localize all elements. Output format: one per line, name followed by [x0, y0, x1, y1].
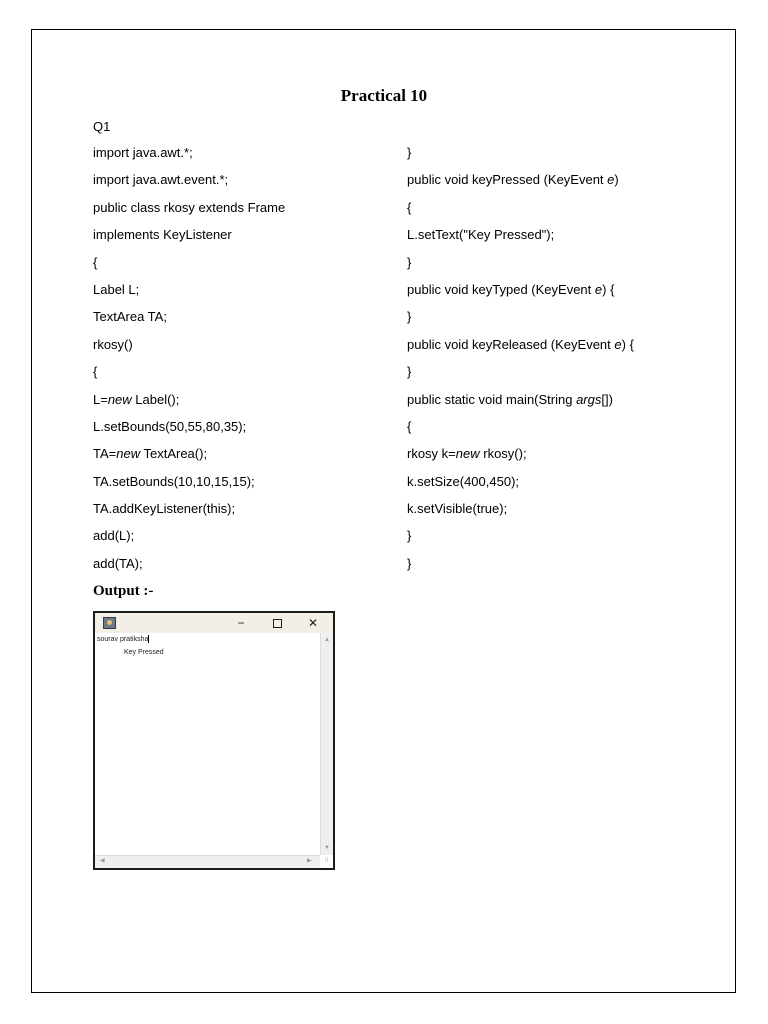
text-area[interactable]: [97, 635, 317, 853]
code-segment: e: [594, 281, 603, 297]
code-line: [407, 363, 634, 390]
code-line: [93, 144, 285, 171]
code-segment: public static void main(String: [407, 391, 577, 407]
code-segment: }: [407, 254, 412, 270]
code-line: [93, 254, 285, 281]
code-line: [407, 281, 634, 308]
code-segment: implements KeyListener: [93, 227, 232, 243]
maximize-icon[interactable]: [267, 615, 287, 631]
scroll-left-icon[interactable]: ◀: [100, 858, 105, 864]
code-segment: }: [407, 364, 412, 380]
code-segment: k.setSize(400,450);: [407, 473, 520, 489]
code-line: [407, 308, 634, 335]
page-title: Practical 10: [340, 86, 428, 105]
code-column-left: [93, 144, 285, 582]
code-line: [93, 391, 285, 418]
close-icon[interactable]: ✕: [307, 616, 319, 630]
code-segment: args: [576, 391, 602, 407]
code-segment: TA.setBounds(10,10,15,15);: [93, 473, 255, 489]
code-segment: Label L;: [93, 281, 140, 297]
vertical-scrollbar[interactable]: [320, 633, 333, 855]
code-segment: e: [607, 172, 615, 188]
code-line: [93, 226, 285, 253]
code-segment: new: [116, 446, 141, 462]
output-window-screenshot: [93, 611, 335, 870]
scroll-right-icon[interactable]: ▶: [307, 858, 312, 864]
code-line: [93, 308, 285, 335]
code-segment: ): [614, 172, 619, 188]
code-segment: add(L);: [93, 528, 135, 544]
code-segment: TextArea();: [140, 446, 208, 462]
code-segment: k.setVisible(true);: [407, 501, 508, 517]
code-segment: Label();: [131, 391, 180, 407]
code-line: [93, 527, 285, 554]
code-line: [407, 254, 634, 281]
code-segment: {: [93, 254, 98, 270]
code-line: [407, 336, 634, 363]
code-line: [407, 500, 634, 527]
text-caret: [148, 635, 149, 643]
code-segment: ) {: [621, 336, 634, 352]
code-segment: rkosy k=: [407, 446, 456, 462]
resize-grip-icon[interactable]: ⠿: [324, 858, 329, 864]
code-segment: public class rkosy extends Frame: [93, 199, 286, 215]
output-label: Output :-: [93, 583, 154, 599]
code-segment: rkosy(): [93, 336, 133, 352]
code-line: [407, 473, 634, 500]
code-line: [407, 144, 634, 171]
code-segment: {: [407, 418, 412, 434]
code-segment: import java.awt.*;: [93, 145, 193, 160]
code-line: [407, 391, 634, 418]
code-segment: public void keyReleased (KeyEvent: [407, 336, 615, 352]
code-segment: }: [407, 528, 412, 544]
code-line: [93, 363, 285, 390]
code-line: [93, 500, 285, 527]
code-segment: }: [407, 145, 412, 160]
minimize-icon[interactable]: −: [237, 616, 245, 630]
code-segment: add(TA);: [93, 555, 143, 571]
text-area-content: sourav pratiksha: [97, 636, 149, 643]
code-segment: new: [455, 446, 480, 462]
code-segment: TA.addKeyListener(this);: [93, 501, 236, 517]
code-line: [93, 418, 285, 445]
code-segment: L.setBounds(50,55,80,35);: [93, 418, 247, 434]
code-line: [407, 555, 634, 582]
code-segment: new: [107, 391, 132, 407]
code-line: [407, 199, 634, 226]
code-line: [93, 473, 285, 500]
code-line: [407, 445, 634, 472]
code-segment: }: [407, 555, 412, 571]
code-column-right: [407, 144, 634, 582]
scroll-up-icon[interactable]: ▲: [324, 637, 330, 643]
code-segment: import java.awt.event.*;: [93, 172, 229, 188]
window-titlebar: [95, 613, 333, 633]
java-cup-icon: [103, 617, 116, 629]
code-segment: rkosy();: [479, 446, 527, 462]
code-line: [93, 199, 285, 226]
horizontal-scrollbar[interactable]: [95, 855, 320, 868]
scroll-down-icon[interactable]: ▼: [324, 845, 330, 851]
code-segment: }: [407, 309, 412, 325]
code-line: [407, 171, 634, 198]
window-client-area: [95, 633, 333, 868]
code-line: [407, 226, 634, 253]
code-segment: public void keyPressed (KeyEvent: [407, 172, 608, 188]
code-segment: {: [407, 199, 412, 215]
code-segment: L.setText("Key Pressed");: [407, 227, 555, 243]
code-line: [93, 445, 285, 472]
code-line: [93, 336, 285, 363]
code-segment: TextArea TA;: [93, 309, 167, 325]
key-pressed-label: Key Pressed: [124, 649, 164, 656]
code-segment: L=: [93, 391, 108, 407]
code-segment: []): [601, 391, 613, 407]
code-segment: e: [614, 336, 622, 352]
code-segment: ) {: [602, 281, 615, 297]
question-label: Q1: [93, 119, 111, 134]
code-segment: {: [93, 364, 98, 380]
code-line: [407, 527, 634, 554]
code-line: [407, 418, 634, 445]
code-line: [93, 281, 285, 308]
code-segment: public void keyTyped (KeyEvent: [407, 281, 595, 297]
code-line: [93, 555, 285, 582]
code-segment: TA=: [93, 446, 117, 462]
code-line: [93, 171, 285, 198]
